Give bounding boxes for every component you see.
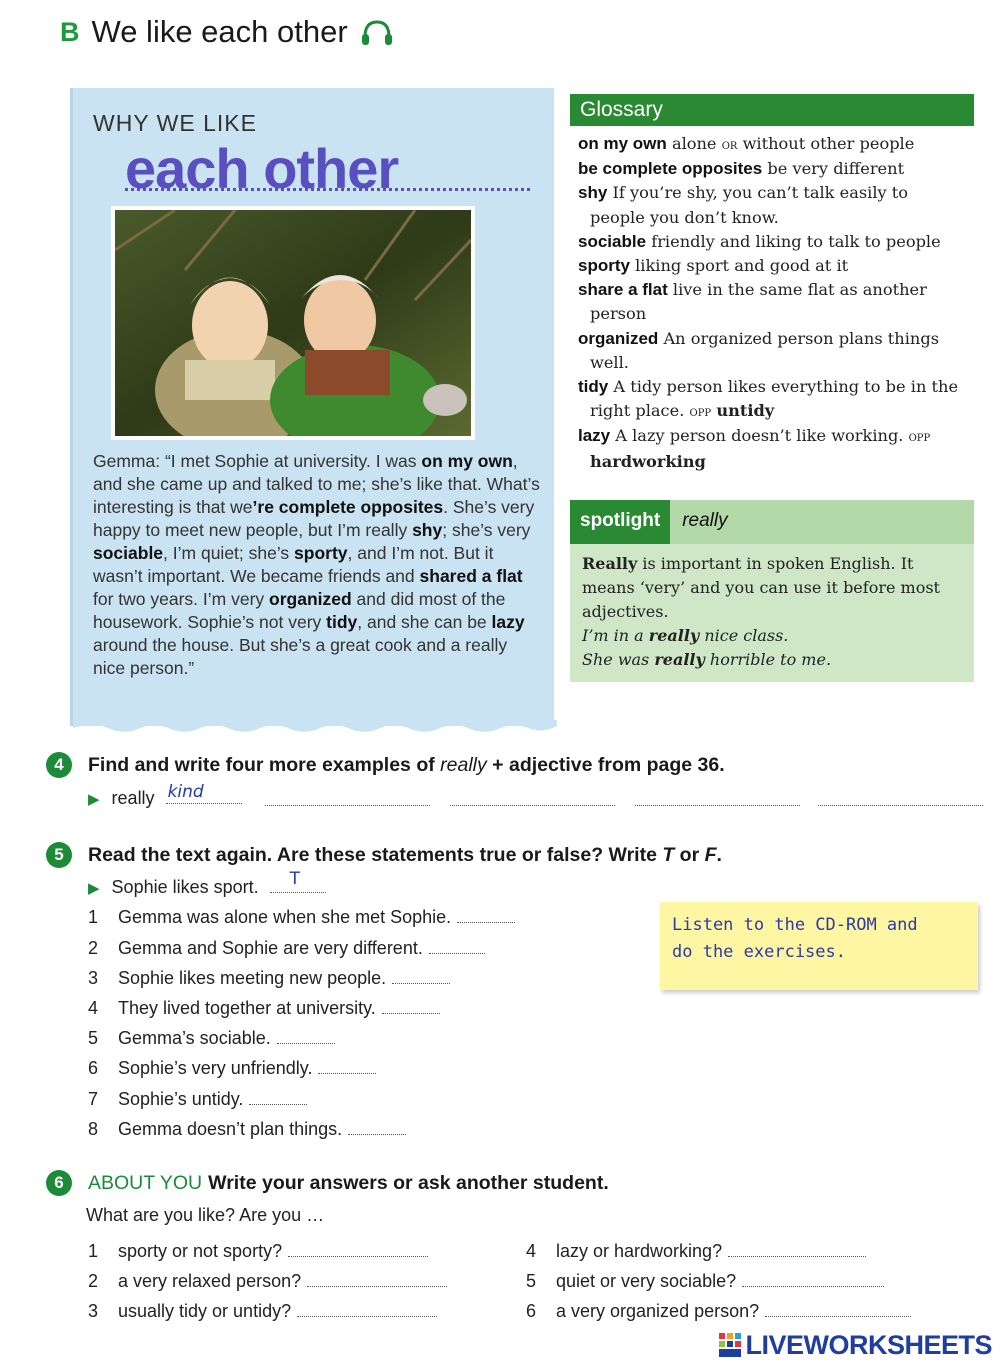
question-item: 6 a very organized person? xyxy=(526,1301,911,1322)
glossary-entry: on my own alone or without other people xyxy=(578,134,915,153)
article-kicker: WHY WE LIKE xyxy=(93,110,257,136)
answer-blank[interactable] xyxy=(392,968,450,984)
glossary-entry: organized An organized person plans things well. xyxy=(578,328,940,372)
statement-item: 3 Sophie likes meeting new people. xyxy=(88,968,450,989)
spotlight-tag: spotlight xyxy=(570,500,670,544)
keyword: on my own xyxy=(421,451,513,471)
glossary-entry: shy If you’re shy, you can’t talk easily to people you don’t know. xyxy=(578,183,909,227)
note-line: Listen to the CD-ROM and xyxy=(672,915,918,935)
statement-item: 8 Gemma doesn’t plan things. xyxy=(88,1119,406,1140)
keyword: tidy xyxy=(326,612,358,632)
statement-item: 6 Sophie’s very unfriendly. xyxy=(88,1058,376,1079)
text-run: , and I’m not. But it wasn’t important. We became friends and xyxy=(93,543,494,586)
keyword: ’re complete opposites xyxy=(252,497,444,517)
glossary-title: Glossary xyxy=(570,94,974,126)
play-arrow-icon: ▶ xyxy=(88,880,100,897)
keyword: lazy xyxy=(491,612,525,632)
liveworksheets-logo xyxy=(719,1330,992,1361)
statement-item: 5 Gemma’s sociable. xyxy=(88,1028,335,1049)
text-run: and did most of the housework. Sophie’s not very xyxy=(93,589,506,632)
sticky-note xyxy=(660,902,978,990)
answer-blank[interactable] xyxy=(382,998,440,1014)
glossary-entry: lazy A lazy person doesn’t like working. opp hardworking xyxy=(578,426,931,471)
answer-blank[interactable] xyxy=(450,802,615,806)
question-item: 2 a very relaxed person? xyxy=(88,1271,447,1292)
text-run: . She’s very happy to meet new people, but I’m really xyxy=(93,497,535,540)
glossary-box xyxy=(570,94,974,474)
exercise-5-heading: 5 Read the text again. Are these statements true or false? Write T or F. xyxy=(46,842,722,868)
answer-blank[interactable] xyxy=(742,1271,884,1287)
question-item: 5 quiet or very sociable? xyxy=(526,1271,884,1292)
text-run: around the house. But she’s a great cook and a really nice person.” xyxy=(93,635,508,678)
keyword: shy xyxy=(412,520,443,540)
logo-text: LIVEWORKSHEETS xyxy=(745,1330,992,1360)
exercise-4-heading: 4 Find and write four more examples of really + adjective from page 36. xyxy=(46,752,725,778)
answer-blank[interactable] xyxy=(249,1089,307,1105)
exercise-number: 6 xyxy=(46,1170,72,1196)
article-text xyxy=(93,450,543,680)
answer-blank[interactable] xyxy=(318,1058,376,1074)
spotlight-word: really xyxy=(682,510,728,531)
text-run: , and she can be xyxy=(357,612,492,632)
statement-item: 4 They lived together at university. xyxy=(88,998,440,1019)
headline-dotted-rule xyxy=(125,188,530,191)
answer-blank[interactable] xyxy=(457,907,515,923)
answer-blank[interactable] xyxy=(818,802,983,806)
spotlight-box xyxy=(570,500,974,682)
note-line: do the exercises. xyxy=(672,942,846,962)
text-run: for two years. I’m very xyxy=(93,589,270,609)
section-title: We like each other xyxy=(91,14,348,49)
answer-blank[interactable] xyxy=(635,802,800,806)
keyword: sociable xyxy=(93,543,164,563)
example-answer: T xyxy=(289,869,301,889)
text-run: Gemma: “I met Sophie at university. I was xyxy=(93,451,422,471)
glossary-entry: tidy A tidy person likes everything to be in the right place. opp untidy xyxy=(578,377,959,421)
statement-item: 1 Gemma was alone when she met Sophie. xyxy=(88,907,515,928)
statement-item: 7 Sophie’s untidy. xyxy=(88,1089,307,1110)
exercise-6-prompt: What are you like? Are you … xyxy=(86,1205,325,1225)
keyword: shared a flat xyxy=(419,566,523,586)
section-heading xyxy=(60,14,394,50)
answer-blank[interactable] xyxy=(288,1241,428,1257)
section-letter: B xyxy=(60,16,80,47)
text-run: , I’m quiet; she’s xyxy=(163,543,295,563)
answer-blank[interactable] xyxy=(728,1241,866,1257)
answer-blank[interactable] xyxy=(277,1028,335,1044)
exercise-6-heading: 6 ABOUT YOU Write your answers or ask another student. xyxy=(46,1170,609,1196)
article-headline: each other xyxy=(125,137,399,200)
answer-blank[interactable] xyxy=(297,1301,437,1317)
friends-photo xyxy=(111,206,475,440)
question-item: 4 lazy or hardworking? xyxy=(526,1241,866,1262)
spotlight-body: Really is important in spoken English. It means ‘very’ and you can use it before most adjectives. I’m in a really nice class. She was really horrible to me. xyxy=(582,554,940,669)
answer-blank[interactable] xyxy=(265,802,430,806)
exercise-number: 5 xyxy=(46,842,72,868)
answer-blank[interactable] xyxy=(348,1119,406,1135)
answer-blank[interactable] xyxy=(429,938,485,954)
exercise-number: 4 xyxy=(46,752,72,778)
keyword: organized xyxy=(269,589,352,609)
play-arrow-icon: ▶ xyxy=(88,791,100,808)
keyword: sporty xyxy=(294,543,348,563)
statement-item: 2 Gemma and Sophie are very different. xyxy=(88,938,485,959)
exercise-4-example: ▶ really kind xyxy=(88,788,242,809)
glossary-entry: be complete opposites be very different xyxy=(578,159,905,179)
article-card xyxy=(70,88,554,726)
text-run: , and she came up and talked to me; she’s like that. What’s interesting is that we xyxy=(93,451,540,517)
about-you-label: ABOUT YOU xyxy=(88,1171,203,1194)
headphones-icon[interactable] xyxy=(360,17,394,47)
torn-edge xyxy=(73,720,557,736)
glossary-entry: share a flat live in the same flat as another person xyxy=(578,280,927,324)
question-item: 1 sporty or not sporty? xyxy=(88,1241,428,1262)
example-answer: kind xyxy=(167,782,204,802)
glossary-entry: sporty liking sport and good at it xyxy=(578,256,849,276)
exercise-5-example: ▶ Sophie likes sport. T xyxy=(88,877,326,898)
answer-blank[interactable] xyxy=(307,1271,447,1287)
logo-icon xyxy=(719,1333,741,1359)
glossary-entry: sociable friendly and liking to talk to people xyxy=(578,231,941,251)
text-run: ; she’s very xyxy=(442,520,531,540)
answer-blank[interactable] xyxy=(765,1301,911,1317)
question-item: 3 usually tidy or untidy? xyxy=(88,1301,437,1322)
